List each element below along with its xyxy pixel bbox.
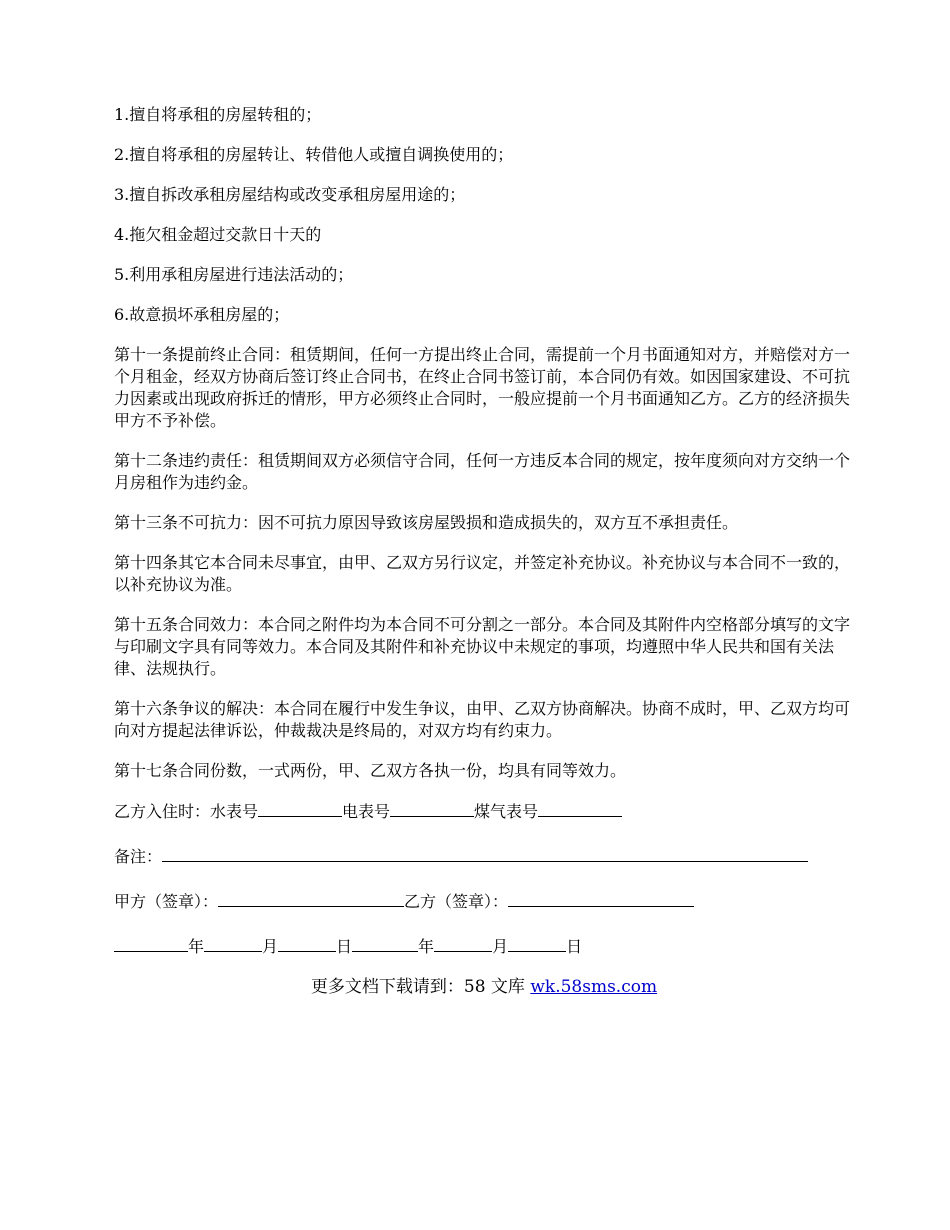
remarks-blank	[162, 845, 808, 862]
party-a-signature-blank	[218, 890, 404, 907]
meter-gas-label: 煤气表号	[474, 802, 539, 821]
remarks-label: 备注：	[114, 847, 163, 866]
party-b-label: 乙方（签章）：	[404, 892, 509, 911]
article-16: 第十六条争议的解决：本合同在履行中发生争议，由甲、乙双方协商解决。协商不成时，甲、乙双方均可向对方提起法律诉讼，仲裁裁决是终局的，对双方均有约束力。	[114, 699, 851, 740]
year-a-blank	[114, 935, 188, 952]
article-17: 第十七条合同份数，一式两份，甲、乙双方各执一份，均具有同等效力。	[114, 761, 627, 780]
day-b-blank	[508, 935, 566, 952]
meter-line	[114, 800, 854, 823]
gas-meter-blank	[538, 800, 622, 817]
year-b-blank	[352, 935, 418, 952]
month-b-blank	[434, 935, 492, 952]
party-b-signature-blank	[508, 890, 694, 907]
clause-item-1: 1.擅自将承租的房屋转租的；	[114, 105, 322, 124]
clause-item-5: 5.利用承租房屋进行违法活动的；	[114, 265, 354, 284]
water-meter-blank	[258, 800, 342, 817]
article-13: 第十三条不可抗力：因不可抗力原因导致该房屋毁损和造成损失的，双方互不承担责任。	[114, 513, 739, 532]
document-page	[114, 104, 854, 998]
party-a-label: 甲方（签章）：	[114, 892, 219, 911]
day-b-label: 日	[566, 937, 583, 956]
meter-electric-label: 电表号	[342, 802, 391, 821]
article-11: 第十一条提前终止合同：租赁期间，任何一方提出终止合同，需提前一个月书面通知对方，并赔偿对方一个月租金，经双方协商后签订终止合同书，在终止合同书签订前，本合同仍有效。如因国家建设、不可抗力因素或出现政府拆迁的情形，甲方必须终止合同时，一般应提前一个月书面通知乙方。乙方的经济损失甲方不予补偿。	[114, 345, 851, 430]
clause-item-3: 3.擅自拆改承租房屋结构或改变承租房屋用途的；	[114, 185, 466, 204]
date-line	[114, 935, 854, 958]
day-a-label: 日	[336, 937, 353, 956]
month-b-label: 月	[492, 937, 509, 956]
year-b-label: 年	[418, 937, 435, 956]
electric-meter-blank	[390, 800, 474, 817]
clause-item-4: 4.拖欠租金超过交款日十天的	[114, 225, 322, 244]
footer	[114, 976, 854, 998]
article-14: 第十四条其它本合同未尽事宜，由甲、乙双方另行议定，并签定补充协议。补充协议与本合同不一致的，以补充协议为准。	[114, 553, 851, 594]
remarks-line	[114, 845, 854, 868]
year-a-label: 年	[188, 937, 205, 956]
signature-line	[114, 890, 854, 913]
clause-item-2: 2.擅自将承租的房屋转让、转借他人或擅自调换使用的；	[114, 145, 514, 164]
article-15: 第十五条合同效力：本合同之附件均为本合同不可分割之一部分。本合同及其附件内空格部分填写的文字与印刷文字具有同等效力。本合同及其附件和补充协议中未规定的事项，均遵照中华人民共和国有关法律、法规执行。	[114, 615, 851, 678]
month-a-blank	[204, 935, 262, 952]
footer-link[interactable]: wk.58sms.com	[530, 977, 658, 997]
month-a-label: 月	[262, 937, 279, 956]
meter-water-label: 乙方入住时：水表号	[114, 802, 259, 821]
day-a-blank	[278, 935, 336, 952]
footer-text: 更多文档下载请到：58 文库	[310, 977, 531, 997]
clause-item-6: 6.故意损坏承租房屋的；	[114, 305, 290, 324]
article-12: 第十二条违约责任：租赁期间双方必须信守合同，任何一方违反本合同的规定，按年度须向对方交纳一个月房租作为违约金。	[114, 451, 851, 492]
